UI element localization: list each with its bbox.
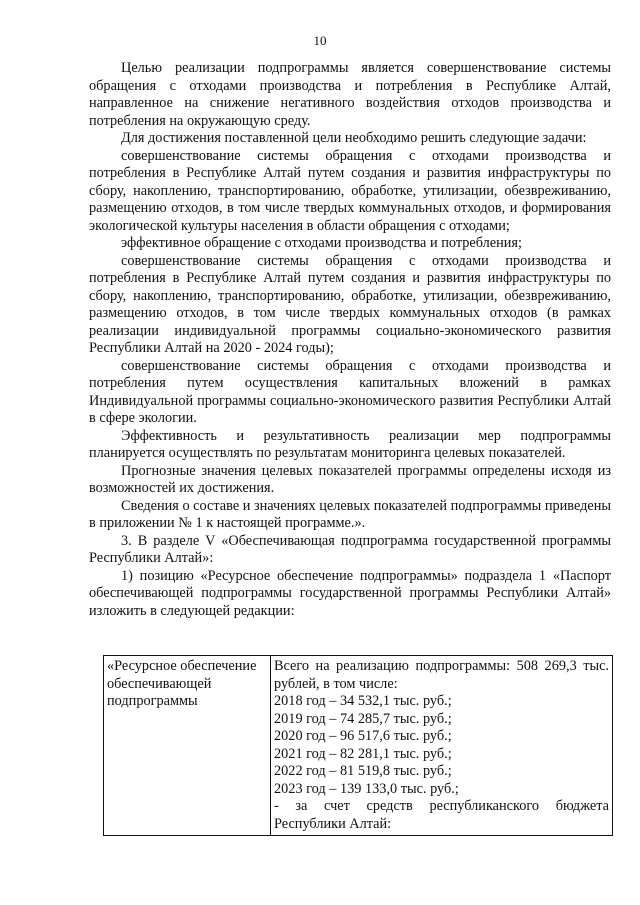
year-2022: 2022 год – 81 519,8 тыс. руб.; bbox=[274, 763, 452, 779]
year-2023: 2023 год – 139 133,0 тыс. руб.; bbox=[274, 780, 459, 797]
year-2021: 2021 год – 82 281,1 тыс. руб.; bbox=[274, 745, 452, 762]
budget-note: - за счет средств республиканского бюджета Республики Алтай: bbox=[274, 798, 609, 832]
year-2018: 2018 год – 34 532,1 тыс. руб.; bbox=[274, 693, 452, 709]
paragraph-tasks-intro: Для достижения поставленной цели необходимо решить следующие задачи: bbox=[121, 130, 587, 146]
resource-value-cell bbox=[271, 656, 613, 836]
resource-label-cell: «Ресурсное обеспечение обеспечивающей подпрограммы bbox=[104, 656, 271, 836]
resource-table bbox=[103, 655, 613, 836]
paragraph-goal: Целью реализации подпрограммы является совершенствование системы обращения с отходами производства и потребления в Республике Алтай, направленное на снижение негативного воздействия отходов производства и потребления на окружающую среду. bbox=[89, 60, 611, 129]
year-2020: 2020 год – 96 517,6 тыс. руб.; bbox=[274, 728, 452, 744]
document-body bbox=[89, 60, 611, 620]
paragraph-task-3: совершенствование системы обращения с отходами производства и потребления в Республике Алтай путем создания и развития инфраструктуры по сбору, накоплению, транспортированию, обработке, утилизации, обезвреживанию, размещению отходов, в том числе твердых коммунальных отходов (в рамках реализации индивидуальной программы социально-экономического развития Республики Алтай на 2020 - 2024 годы); bbox=[89, 252, 611, 356]
paragraph-task-4: совершенствование системы обращения с отходами производства и потребления путем осуществления капитальных вложений в рамках Индивидуальной программы социально-экономического развития Республики Алтай в сфере экологии. bbox=[89, 357, 611, 426]
paragraph-indicators: Сведения о составе и значениях целевых показателей подпрограммы приведены в приложении № 1 к настоящей программе.». bbox=[89, 497, 611, 531]
paragraph-section-5: 3. В разделе V «Обеспечивающая подпрограмма государственной программы Республики Алтай»: bbox=[89, 532, 611, 566]
paragraph-forecast: Прогнозные значения целевых показателей программы определены исходя из возможностей их достижения. bbox=[89, 462, 611, 496]
page-number: 10 bbox=[313, 33, 327, 48]
paragraph-item-1: 1) позицию «Ресурсное обеспечение подпрограммы» подраздела 1 «Паспорт обеспечивающей подпрограммы государственной программы Республики Алтай» изложить в следующей редакции: bbox=[89, 567, 611, 619]
paragraph-task-2: эффективное обращение с отходами производства и потребления; bbox=[121, 235, 522, 251]
table-row bbox=[104, 656, 613, 836]
total-amount: Всего на реализацию подпрограммы: 508 269,3 тыс. рублей, в том числе: bbox=[274, 658, 609, 692]
paragraph-task-1: совершенствование системы обращения с отходами производства и потребления в Республике Алтай путем создания и развития инфраструктуры по сбору, накоплению, транспортированию, обработке, утилизации, обезвреживанию, размещению отходов, в том числе твердых коммунальных отходов, и формирования экологической культуры населения в области обращения с отходами; bbox=[89, 147, 611, 234]
paragraph-effectiveness: Эффективность и результативность реализации мер подпрограммы планируется осуществлять по результатам мониторинга целевых показателей. bbox=[89, 427, 611, 461]
year-2019: 2019 год – 74 285,7 тыс. руб.; bbox=[274, 710, 452, 727]
